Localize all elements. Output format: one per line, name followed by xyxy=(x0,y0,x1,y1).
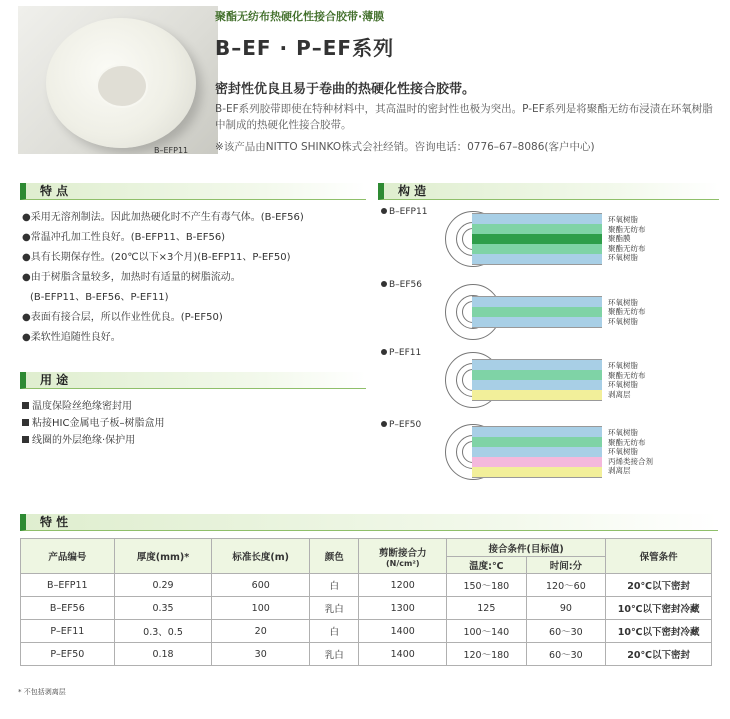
square-bullet-icon xyxy=(22,436,29,443)
layer-label: 环氧树脂 xyxy=(608,215,638,225)
layer-label: 聚酯无纺布 xyxy=(608,307,646,317)
use-item xyxy=(22,414,164,429)
tape-core-image xyxy=(96,64,148,108)
page-title: B–EF · P–EF系列 xyxy=(215,36,395,60)
col-temp: 温度:℃ xyxy=(447,557,527,574)
layer-band xyxy=(472,244,602,254)
table-cell: 90 xyxy=(526,597,606,620)
structure-product-name: P–EF50 xyxy=(389,420,422,430)
table-cell: 白 xyxy=(310,620,359,643)
col-bond: 接合条件(目标值) xyxy=(447,539,606,557)
table-cell: 10℃以下密封冷藏 xyxy=(606,597,712,620)
structure-heading-bar xyxy=(378,183,719,200)
layer-band xyxy=(472,214,602,224)
distributor-notice: ※该产品由NITTO SHINKO株式会社经销。咨询电话：0776–67–8086(客户中心) xyxy=(215,141,595,153)
layer-band xyxy=(472,254,602,264)
col-shear-label: 剪断接合力 xyxy=(378,547,427,559)
col-storage: 保管条件 xyxy=(606,539,712,574)
table-cell: 30 xyxy=(212,643,310,666)
table-cell: 20 xyxy=(212,620,310,643)
square-bullet-icon xyxy=(22,419,29,426)
table-cell: 20℃以下密封 xyxy=(606,643,712,666)
use-item-label: 粘接HIC金属电子板–树脂盒用 xyxy=(32,418,165,429)
specs-heading: 特 性 xyxy=(40,515,69,529)
bullet-icon xyxy=(381,421,387,427)
table-cell: 1300 xyxy=(359,597,447,620)
table-cell: 1200 xyxy=(359,574,447,597)
layer-label: 聚酯无纺布 xyxy=(608,243,646,253)
layer-label: 环氧树脂 xyxy=(608,380,638,389)
feature-item: ●表面有接合层，所以作业性优良。(P-EF50) xyxy=(22,312,223,323)
layer-label: 环氧树脂 xyxy=(608,447,638,457)
layer-label: 聚酯膜 xyxy=(608,234,631,244)
layer-label: 剥离层 xyxy=(608,466,631,476)
bullet-icon xyxy=(381,349,387,355)
layer-band xyxy=(472,390,602,400)
table-cell: P–EF11 xyxy=(21,620,115,643)
table-cell: 乳白 xyxy=(310,597,359,620)
bullet-icon xyxy=(381,281,387,287)
feature-item: ●具有长期保存性。(20℃以下×3个月)(B-EFP11、P-EF50) xyxy=(22,252,291,263)
page-subtitle: 聚酯无纺布热硬化性接合胶带·薄膜 xyxy=(215,10,385,23)
table-cell: 100～140 xyxy=(447,620,527,643)
table-cell: 1400 xyxy=(359,620,447,643)
uses-heading-bar xyxy=(20,372,366,389)
use-item-label: 温度保险丝绝缘密封用 xyxy=(32,401,132,412)
table-cell: 120～60 xyxy=(526,574,606,597)
table-row xyxy=(21,620,712,643)
table-cell: B–EF56 xyxy=(21,597,115,620)
use-item xyxy=(22,397,132,412)
structure-product-name: B–EFP11 xyxy=(389,207,428,217)
table-cell: P–EF50 xyxy=(21,643,115,666)
feature-item: ●采用无溶剂制法。因此加热硬化时不产生有毒气体。(B-EF56) xyxy=(22,212,304,223)
table-cell: 白 xyxy=(310,574,359,597)
col-length: 标准长度(m) xyxy=(212,539,310,574)
layer-label: 环氧树脂 xyxy=(608,361,638,370)
layer-label: 聚酯无纺布 xyxy=(608,437,646,447)
specs-table xyxy=(20,538,712,666)
table-cell: 0.18 xyxy=(114,643,212,666)
feature-item: ●常温冲孔加工性良好。(B-EFP11、B-EF56) xyxy=(22,232,226,243)
layer-band xyxy=(472,307,602,317)
structure-product-name: B–EF56 xyxy=(389,280,422,290)
features-heading: 特 点 xyxy=(40,184,69,198)
square-bullet-icon xyxy=(22,402,29,409)
bullet-icon xyxy=(381,208,387,214)
table-cell: 150～180 xyxy=(447,574,527,597)
col-shear xyxy=(359,539,447,574)
layer-label: 环氧树脂 xyxy=(608,253,638,263)
feature-item: ●柔软性追随性良好。 xyxy=(22,332,121,343)
layer-band xyxy=(472,427,602,437)
table-cell: 1400 xyxy=(359,643,447,666)
layer-stack xyxy=(472,359,602,401)
layer-band xyxy=(472,380,602,390)
table-cell: 0.29 xyxy=(114,574,212,597)
hero-section xyxy=(0,0,730,175)
structure-product-label xyxy=(381,420,421,430)
feature-item: ●由于树脂含量较多，加热时有适量的树脂流动。 xyxy=(22,272,241,283)
layer-band xyxy=(472,224,602,234)
layer-label: 环氧树脂 xyxy=(608,297,638,307)
table-cell: 0.3、0.5 xyxy=(114,620,212,643)
structure-product-label xyxy=(381,348,421,358)
product-photo xyxy=(18,6,218,154)
description: B-EF系列胶带即使在特种材料中，其高温时的密封性也极为突出。P-EF系列是将聚酯无纺布浸渍在环氧树脂中制成的热硬化性接合胶带。 xyxy=(215,103,713,131)
table-cell: 100 xyxy=(212,597,310,620)
structure-product-label xyxy=(381,280,422,290)
structure-product-name: P–EF11 xyxy=(389,348,422,358)
layer-band xyxy=(472,370,602,380)
layer-band xyxy=(472,467,602,477)
layer-band xyxy=(472,317,602,327)
layer-label: 聚酯无纺布 xyxy=(608,224,646,234)
layer-band xyxy=(472,234,602,244)
use-item-label: 线圈的外层绝缘·保护用 xyxy=(32,435,136,446)
col-shear-unit: (N/cm²) xyxy=(385,558,420,568)
layer-label: 剥离层 xyxy=(608,389,631,399)
col-time: 时间:分 xyxy=(526,557,606,574)
layer-stack xyxy=(472,213,602,265)
table-cell: 乳白 xyxy=(310,643,359,666)
photo-caption: B–EFP11 xyxy=(154,146,189,155)
table-row xyxy=(21,643,712,666)
col-color: 颜色 xyxy=(310,539,359,574)
table-cell: 20℃以下密封 xyxy=(606,574,712,597)
table-cell: 0.35 xyxy=(114,597,212,620)
use-item xyxy=(22,431,135,446)
layer-band xyxy=(472,360,602,370)
table-cell: 60～30 xyxy=(526,620,606,643)
layer-label: 聚酯无纺布 xyxy=(608,370,646,380)
table-cell: B–EFP11 xyxy=(21,574,115,597)
table-cell: 120～180 xyxy=(447,643,527,666)
feature-item: (B-EFP11、B-EF56、P-EF11) xyxy=(30,292,169,303)
table-cell: 600 xyxy=(212,574,310,597)
layer-label: 环氧树脂 xyxy=(608,316,638,326)
uses-heading: 用 途 xyxy=(40,373,69,387)
table-row xyxy=(21,574,712,597)
table-row xyxy=(21,597,712,620)
col-thickness: 厚度(mm)* xyxy=(114,539,212,574)
layer-stack xyxy=(472,296,602,328)
layer-label: 丙烯类接合剂 xyxy=(608,456,653,466)
features-heading-bar xyxy=(20,183,366,200)
specs-heading-bar xyxy=(20,514,718,531)
layer-band xyxy=(472,457,602,467)
layer-label: 环氧树脂 xyxy=(608,428,638,438)
layer-band xyxy=(472,447,602,457)
structure-product-label xyxy=(381,207,427,217)
table-footnote: * 不包括剥离层 xyxy=(18,688,66,696)
table-cell: 60～30 xyxy=(526,643,606,666)
headline: 密封性优良且易于卷曲的热硬化性接合胶带。 xyxy=(215,82,476,97)
layer-band xyxy=(472,297,602,307)
col-product: 产品编号 xyxy=(21,539,115,574)
structure-heading: 构 造 xyxy=(398,184,427,198)
layer-band xyxy=(472,437,602,447)
table-cell: 125 xyxy=(447,597,527,620)
table-cell: 10℃以下密封冷藏 xyxy=(606,620,712,643)
layer-stack xyxy=(472,426,602,478)
